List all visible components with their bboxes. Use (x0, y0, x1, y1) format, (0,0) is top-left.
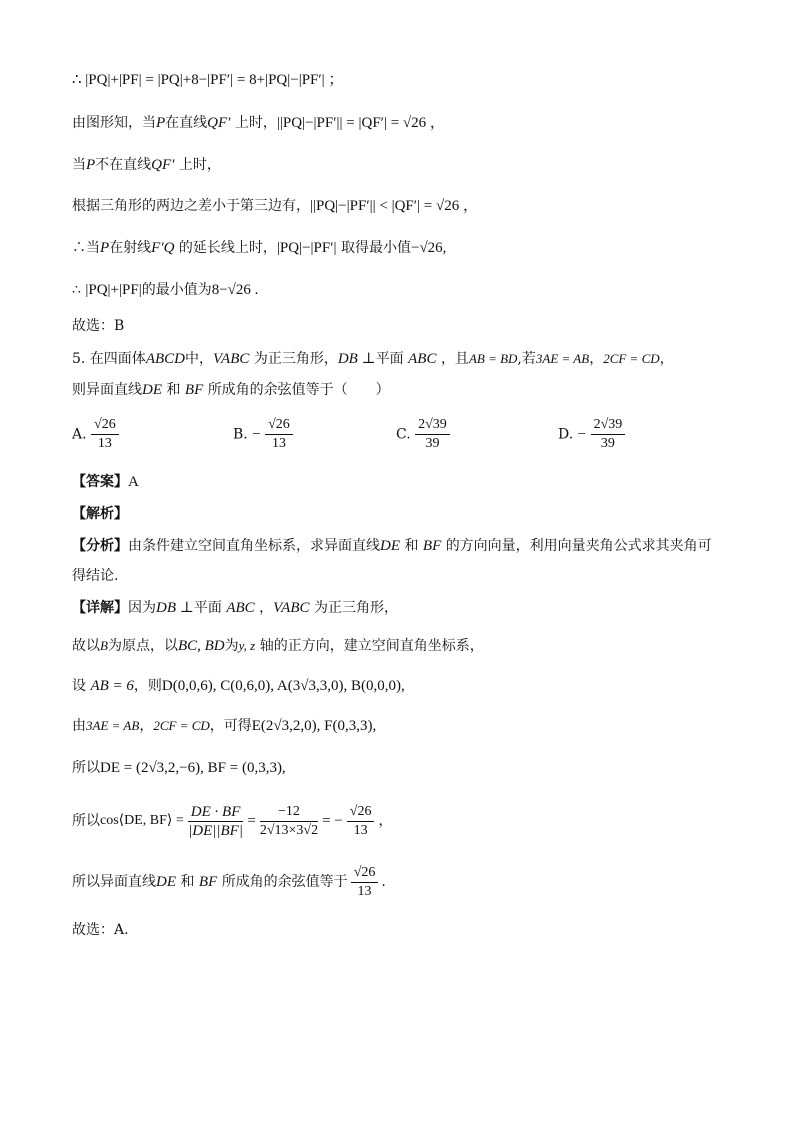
detail-line-4: 由3AE = AB，2CF = CD，可得E(2√3,2,0), F(0,3,3), (72, 718, 377, 734)
solution-line-3: 当P不在直线QF′ 上时， (72, 157, 221, 173)
detail-line-6: 所以 cos⟨DE, BF⟩ = $\frac{DE \cdot BF}{|DE||BF|}$ = $\frac{-12}{2√13\times 3√2}$ = − $\frac{√26}{13}$ ， (72, 803, 393, 839)
math-expression: E(2√3,2,0), F(0,3,3), (251, 718, 377, 734)
math-expression: ||PQ|−|PF′|| = |QF′| = √26 ， (276, 115, 445, 131)
math-expression: DE = (2√3,2,−6), BF = (0,3,3), (100, 760, 286, 776)
option-d: D. − $\frac{2√39}{39}$ (558, 416, 625, 453)
solution-line-1 (72, 70, 343, 90)
solution-line-6: ∴ |PQ|+|PF|的最小值为8−√26 . (72, 282, 259, 298)
detail-line-3: 设 AB = 6，则D(0,0,6), C(0,6,0), A(3√3,3,0), B(0,0,0), (72, 678, 405, 694)
final-answer: 故选：A. (72, 922, 129, 938)
detail-line-2: 故以B为原点，以BC, BD为y, z 轴的正方向，建立空间直角坐标系， (72, 638, 484, 654)
detail-line-5: 所以DE = (2√3,2,−6), BF = (0,3,3), (72, 760, 286, 776)
solution-line-2: 由图形知，当P在直线QF′ 上时，||PQ|−|PF′|| = |QF′| = √26 ， (72, 115, 445, 131)
detail-line-7: 所以异面直线 DE 和 BF 所成角的余弦值等于 $\frac{√26}{13}$ . (72, 864, 386, 899)
question-number: 5. (72, 351, 86, 367)
solution-line-7: 故选：B (72, 318, 125, 334)
fenxi-line-1: 【分析】由条件建立空间直角坐标系，求异面直线DE 和 BF 的方向向量，利用向量夹角公式求其夹角可 (72, 538, 712, 554)
option-c: C. $\frac{2√39}{39}$ (396, 416, 450, 453)
solution-line-5: ∴当P在射线F′Q 的延长线上时，|PQ|−|PF′| 取得最小值−√26, (72, 240, 447, 256)
fenxi-line-2: 得结论. (72, 568, 119, 584)
math-expression: ∴ |PQ|+|PF| = |PQ|+8−|PF′| = 8+|PQ|−|PF′| ； (72, 72, 344, 88)
answer-tag: 【答案】 (72, 474, 128, 490)
math-expression: |PQ|+|PF| (85, 282, 142, 298)
option-a: A. $\frac{√26}{13}$ (72, 416, 119, 453)
solution-line-4: 根据三角形的两边之差小于第三边有，||PQ|−|PF′|| < |QF′| = √26 ， (72, 198, 478, 214)
analysis-heading: 【解析】 (72, 506, 128, 522)
math-expression: D(0,0,6), C(0,6,0), A(3√3,3,0), B(0,0,0), (161, 678, 405, 694)
option-b: B. − $\frac{√26}{13}$ (233, 416, 293, 453)
answer-line: 【答案】A (72, 474, 139, 490)
math-expression: ||PQ|−|PF′|| < |QF′| = √26 ， (310, 198, 478, 214)
detail-line-1: 【详解】因为DB ⊥平面 ABC ，VABC 为正三角形， (72, 600, 398, 616)
question-stem: 5. 在四面体ABCD中，VABC 为正三角形，DB ⊥平面 ABC ，且AB = BD,若3AE = AB，2CF = CD， (72, 351, 674, 367)
math-expression: |PQ|−|PF′| (276, 240, 337, 256)
question-stem-line-2: 则异面直线DE 和 BF 所成角的余弦值等于（ ） (72, 382, 390, 398)
